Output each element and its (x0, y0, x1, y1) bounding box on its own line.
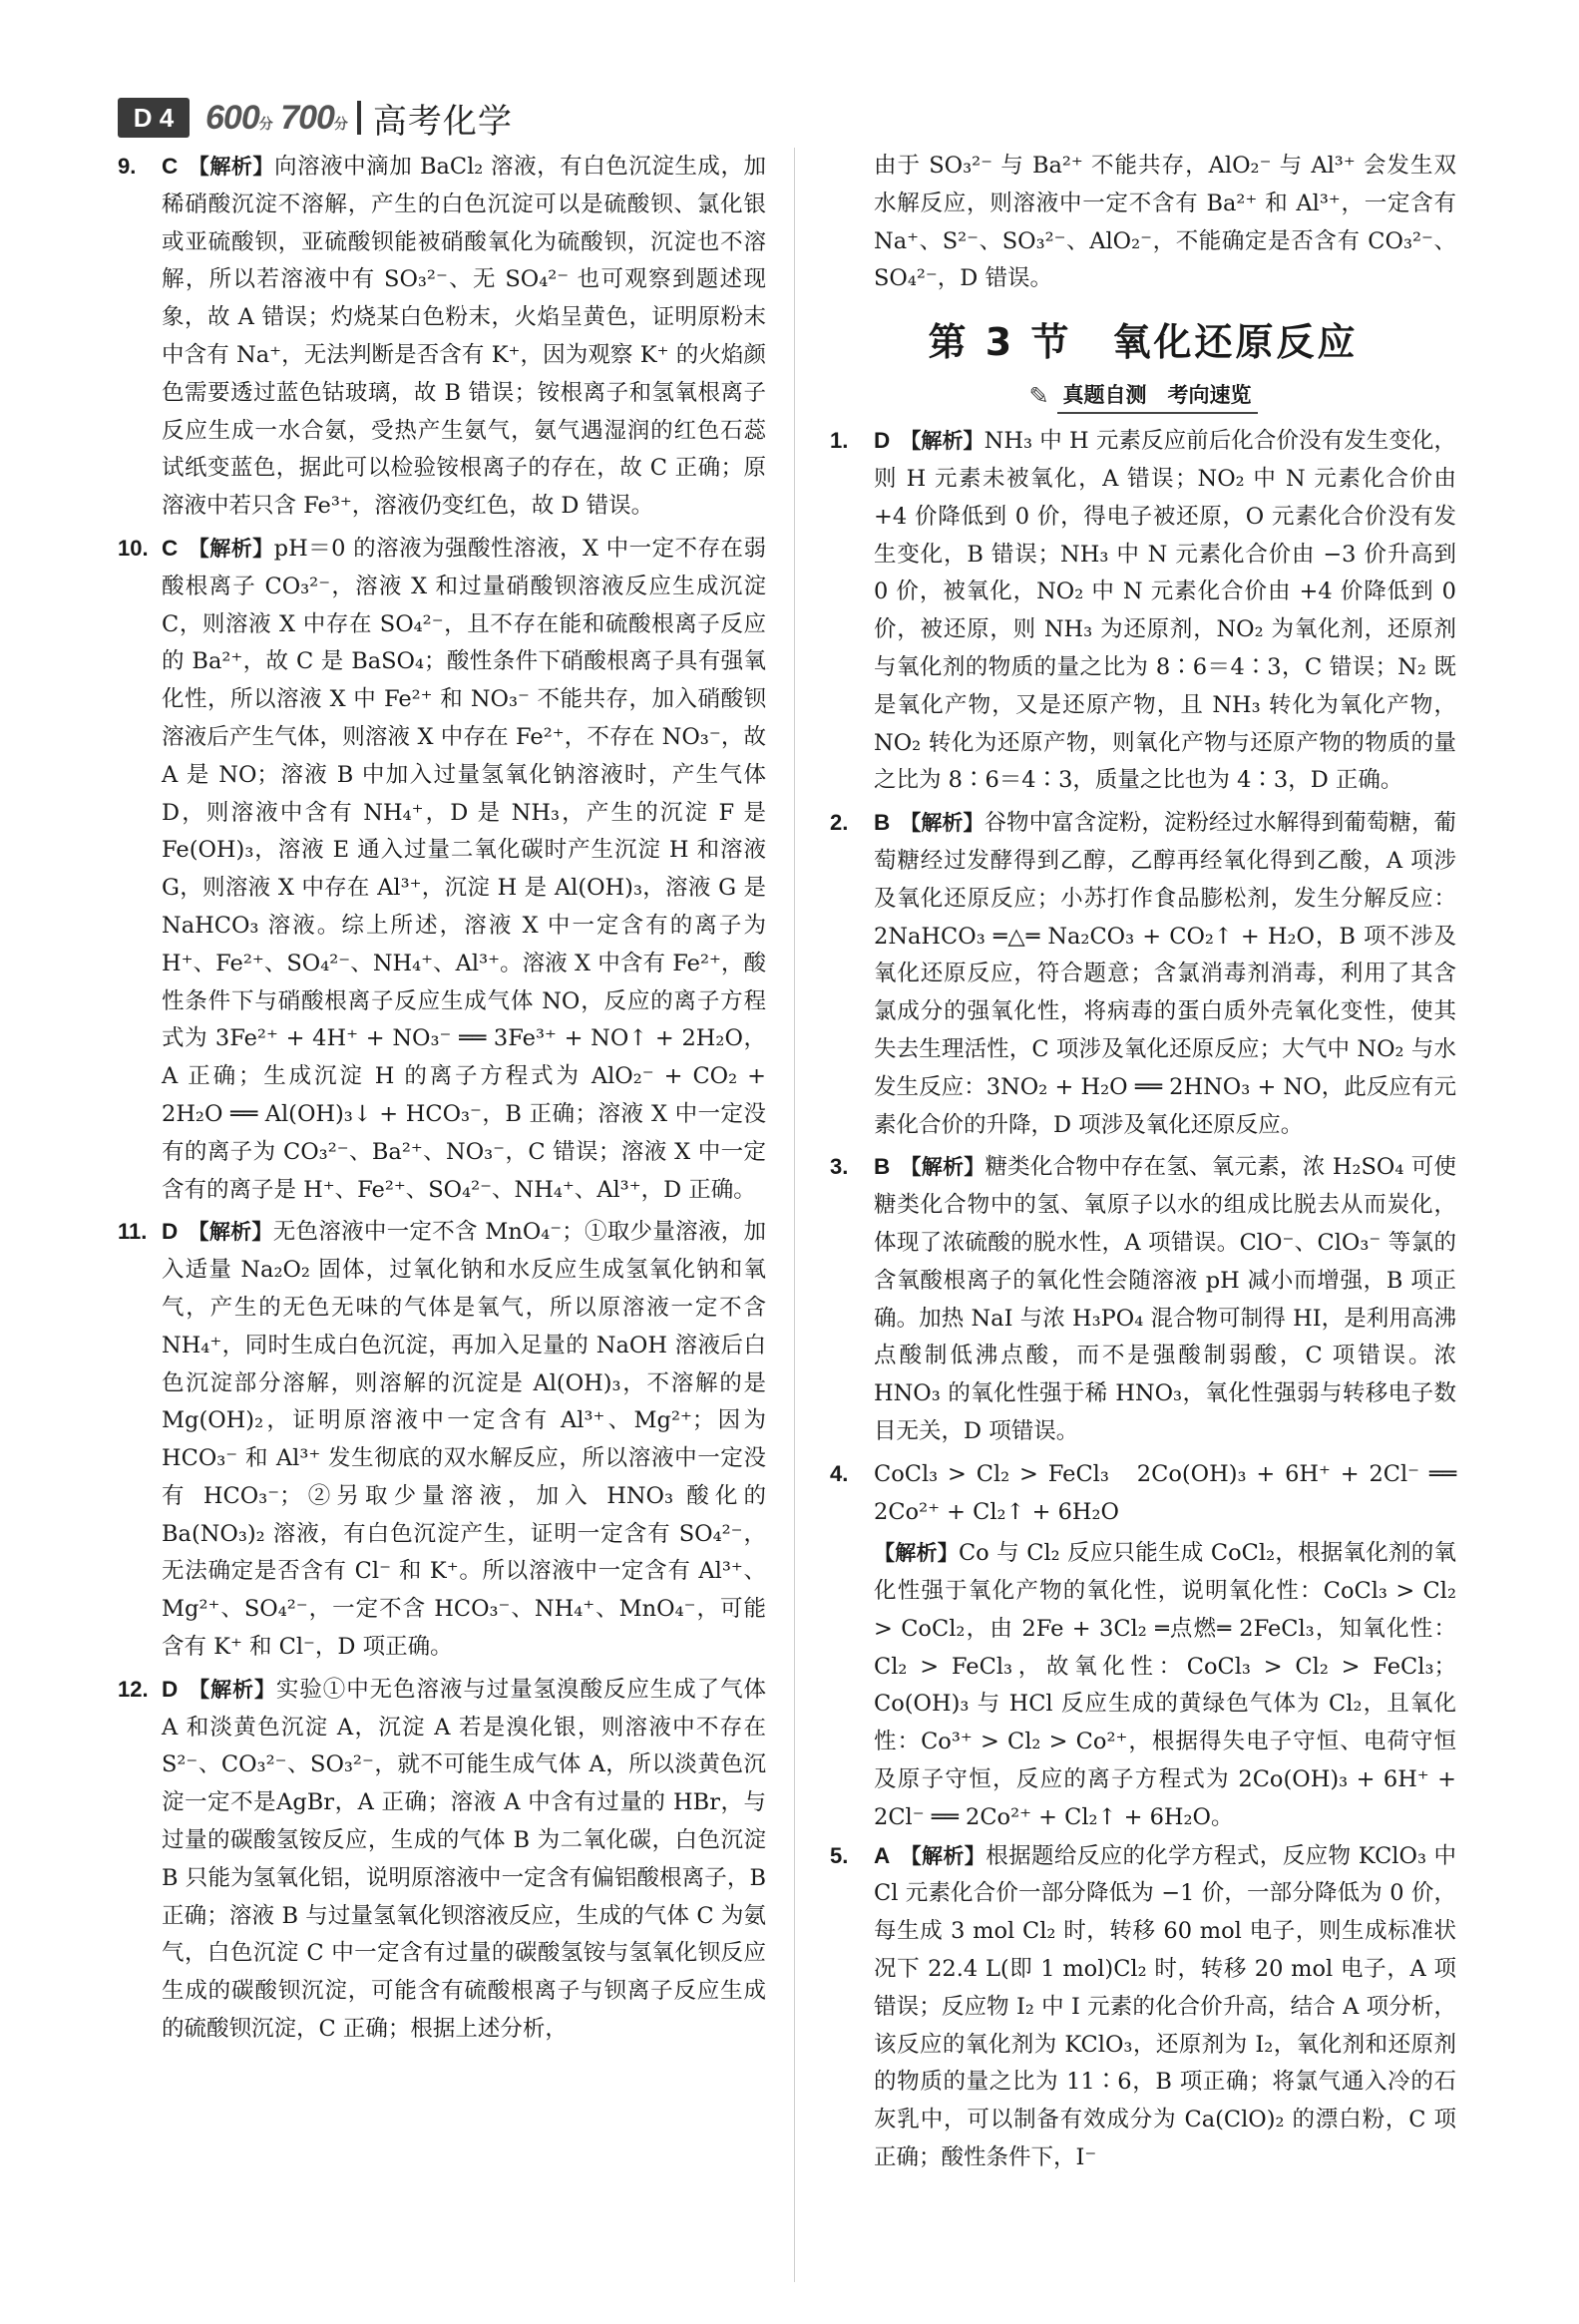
section-title: 第 3 节 氧化还原反应 (928, 320, 1359, 365)
header-divider (357, 101, 361, 135)
column-divider (794, 148, 795, 2282)
analysis-tag: 【解析】 (900, 1843, 987, 1868)
analysis-block (830, 1535, 1456, 1836)
question-number: 10. (118, 535, 149, 561)
answer-letter: C (162, 154, 179, 179)
analysis-tag: 【解析】 (874, 1541, 959, 1566)
analysis-text: 谷物中富含淀粉，淀粉经过水解得到葡萄糖，葡萄糖经过发酵得到乙醇，乙醇再经氧化得到乙酸，A 项涉及氧化还原反应；小苏打作食品膨松剂，发生分解反应：2NaHCO₃ ═△═ Na₂CO₃ + CO₂↑ + H₂O，B 项不涉及氧化还原反应，符合题意；含氯消毒剂消毒，利用了其含氯成分的强氧化性，将病毒的蛋白质外壳氧化变性，使其失去生理活性，C 项涉及氧化还原反应；大气中 NO₂ 与水发生反应：3NO₂ + H₂O ══ 2HNO₃ + NO，此反应有元素化合价的升降，D 项涉及氧化还原反应。 (874, 810, 1456, 1138)
answer-item (830, 422, 1456, 800)
answer-item (118, 1213, 766, 1667)
subject-title: 高考化学 (372, 101, 513, 142)
answer-item (118, 148, 766, 526)
question-number: 4. (830, 1460, 849, 1486)
answer-item (830, 1148, 1456, 1450)
answer-letter: D (162, 1219, 179, 1245)
analysis-text: 无色溶液中一定不含 MnO₄⁻；①取少量溶液，加入适量 Na₂O₂ 固体，过氧化钠和水反应生成氢氧化钠和氧气，产生的无色无味的气体是氧气，所以原溶液一定不含 NH₄⁺，同时生成白色沉淀，再加入足量的 NaOH 溶液后白色沉淀部分溶解，则溶解的沉淀是 Al(OH)₃，不溶解的是 Mg(OH)₂，证明原溶液中一定含有 Al³⁺、Mg²⁺；因为 HCO₃⁻ 和 Al³⁺ 发生彻底的双水解反应，所以溶液中一定没有 HCO₃⁻；②另取少量溶液，加入 HNO₃ 酸化的 Ba(NO₃)₂ 溶液，有白色沉淀产生，证明一定含有 SO₄²⁻，无法确定是否含有 Cl⁻ 和 K⁺。所以溶液中一定含有 Al³⁺、Mg²⁺、SO₄²⁻，一定不含 HCO₃⁻、NH₄⁺、MnO₄⁻，可能含有 K⁺ 和 Cl⁻，D 项正确。 (162, 1219, 767, 1661)
analysis-text: NH₃ 中 H 元素反应前后化合价没有发生变化，则 H 元素未被氧化，A 错误；NO₂ 中 N 元素化合价由 +4 价降低到 0 价，得电子被还原，O 元素化合价没有发生变化，B 错误；NH₃ 中 N 元素化合价由 −3 价升高到 0 价，被氧化，NO₂ 中 N 元素化合价由 +4 价降低到 0 价，被还原，则 NH₃ 为还原剂，NO₂ 为氧化剂，还原剂与氧化剂的物质的量之比为 8∶6＝4∶3，C 错误；N₂ 既是氧化产物，又是还原产物，且 NH₃ 转化为氧化产物，NO₂ 转化为还原产物，则氧化产物与还原产物的物质的量之比为 8∶6＝4∶3，质量之比也为 4∶3，D 正确。 (874, 428, 1456, 794)
answer-item (830, 1455, 1456, 1532)
answer-letter: D (874, 428, 891, 454)
analysis-tag: 【解析】 (900, 1155, 986, 1180)
question-number: 5. (830, 1842, 849, 1868)
continued-text: 由于 SO₃²⁻ 与 Ba²⁺ 不能共存，AlO₂⁻ 与 Al³⁺ 会发生双水解反应，则溶液中一定不含有 Ba²⁺ 和 Al³⁺，一定含有 Na⁺、S²⁻、SO₃²⁻、AlO₂⁻，不能确定是否含有 CO₃²⁻、SO₄²⁻，D 错误。 (874, 153, 1456, 292)
answer-item (118, 1671, 766, 2049)
question-number: 12. (118, 1676, 149, 1702)
analysis-text: 向溶液中滴加 BaCl₂ 溶液，有白色沉淀生成，加稀硝酸沉淀不溶解，产生的白色沉淀可以是硫酸钡、氯化银或亚硫酸钡，亚硫酸钡能被硝酸氧化为硫酸钡，沉淀也不溶解，所以若溶液中有 SO₃²⁻、无 SO₄²⁻ 也可观察到题述现象，故 A 错误；灼烧某白色粉末，火焰呈黄色，证明原粉末中含有 Na⁺，无法判断是否含有 K⁺，因为观察 K⁺ 的火焰颜色需要透过蓝色钴玻璃，故 B 错误；铵根离子和氢氧根离子反应生成一水合氨，受热产生氨气，氨气遇湿润的红色石蕊试纸变蓝色，据此可以检验铵根离子的存在，故 C 正确；原溶液中若只含 Fe³⁺，溶液仍变红色，故 D 错误。 (162, 154, 767, 520)
analysis-tag: 【解析】 (188, 1677, 276, 1702)
analysis-tag: 【解析】 (188, 155, 274, 179)
analysis-tag: 【解析】 (188, 536, 274, 561)
analysis-text: 根据题给反应的化学方程式，反应物 KClO₃ 中 Cl 元素化合价一部分降低为 −1 价，一部分降低为 0 价，每生成 3 mol Cl₂ 时，转移 60 mol 电子，则生成标准状况下 22.4 L(即 1 mol)Cl₂ 时，转移 20 mol 电子，A 项错误；反应物 I₂ 中 I 元素的化合价升高，结合 A 项分析，该反应的氧化剂为 KClO₃，还原剂为 I₂，氧化剂和还原剂的物质的量之比为 11∶6，B 项正确；将氯气通入冷的石灰乳中，可以制备有效成分为 Ca(ClO)₂ 的漂白粉，C 项正确；酸性条件下，I⁻ (874, 1842, 1457, 2171)
answer-text: CoCl₃ > Cl₂ > FeCl₃ 2Co(OH)₃ + 6H⁺ + 2Cl⁻ ══ 2Co²⁺ + Cl₂↑ + 6H₂O (874, 1460, 1456, 1525)
answer-letter: A (874, 1842, 891, 1868)
answer-item (830, 804, 1456, 1144)
answer-letter: B (874, 1154, 891, 1180)
analysis-tag: 【解析】 (900, 811, 985, 836)
answer-item (118, 530, 766, 1209)
analysis-text: 糖类化合物中存在氢、氧元素，浓 H₂SO₄ 可使糖类化合物中的氢、氧原子以水的组成比脱去从而炭化，体现了浓硫酸的脱水性，A 项错误。ClO⁻、ClO₃⁻ 等氯的含氧酸根离子的氧化性会随溶液 pH 减小而增强，B 项正确。加热 NaI 与浓 H₃PO₄ 混合物可制得 HI，是利用高沸点酸制低沸点酸，而不是强酸制弱酸，C 项错误。浓 HNO₃ 的氧化性强于稀 HNO₃，氧化性强弱与转移电子数目无关，D 项错误。 (874, 1154, 1457, 1444)
answer-item (830, 1837, 1456, 2177)
question-number: 2. (830, 810, 849, 836)
analysis-tag: 【解析】 (188, 1220, 273, 1245)
pen-icon: ✎ (1028, 382, 1049, 411)
question-number: 1. (830, 428, 849, 454)
analysis-text: Co 与 Cl₂ 反应只能生成 CoCl₂，根据氧化剂的氧化性强于氧化产物的氧化性，说明氧化性：CoCl₃ > Cl₂ > CoCl₂，由 2Fe + 3Cl₂ ═点燃═ 2FeCl₃，知氧化性：Cl₂ > FeCl₃，故氧化性：CoCl₃ > Cl₂ > FeCl₃；Co(OH)₃ 与 HCl 反应生成的黄绿色气体为 Cl₂，且氧化性：Co³⁺ > Cl₂ > Co²⁺，根据得失电子守恒、电荷守恒及原子守恒，反应的离子方程式为 2Co(OH)₃ + 6H⁺ + 2Cl⁻ ══ 2Co²⁺ + Cl₂↑ + 6H₂O。 (874, 1540, 1457, 1830)
answer-letter: C (162, 535, 179, 561)
section-subheading: ✎ 真题自测 考向速览 (830, 378, 1456, 414)
left-column (118, 148, 766, 2053)
page-number-badge: D 4 (118, 98, 190, 138)
question-number: 3. (830, 1154, 849, 1180)
right-column (830, 148, 1456, 2181)
analysis-text: 实验①中无色溶液与过量氢溴酸反应生成了气体 A 和淡黄色沉淀 A，沉淀 A 若是溴化银，则溶液中不存在 S²⁻、CO₃²⁻、SO₃²⁻，就不可能生成气体 A，所以淡黄色沉淀一定不是AgBr，A 正确；溶液 A 中含有过量的 HBr，与过量的碳酸氢铵反应，生成的气体 B 为二氧化碳，白色沉淀 B 只能为氢氧化铝，说明原溶液中一定含有偏铝酸根离子，B 正确；溶液 B 与过量氢氧化钡溶液反应，生成的气体 C 为氨气，白色沉淀 C 中一定含有过量的碳酸氢铵与氢氧化钡反应生成的碳酸钡沉淀，可能含有硫酸根离子与钡离子反应生成的硫酸钡沉淀，C 正确；根据上述分析， (162, 1676, 766, 2043)
question-number: 11. (118, 1219, 148, 1245)
brand-logo: 600分 700分 (205, 98, 347, 137)
analysis-tag: 【解析】 (900, 429, 985, 454)
answer-letter: B (874, 810, 891, 836)
question-number: 9. (118, 154, 137, 179)
page-header (118, 92, 513, 144)
analysis-text: pH＝0 的溶液为强酸性溶液，X 中一定不存在弱酸根离子 CO₃²⁻，溶液 X 和过量硝酸钡溶液反应生成沉淀 C，则溶液 X 中存在 SO₄²⁻，且不存在能和硫酸根离子反应的 Ba²⁺，故 C 是 BaSO₄；酸性条件下硝酸根离子具有强氧化性，所以溶液 X 中 Fe²⁺ 和 NO₃⁻ 不能共存，加入硝酸钡溶液后产生气体，则溶液 X 中存在 Fe²⁺，不存在 NO₃⁻，故 A 是 NO；溶液 B 中加入过量氢氧化钠溶液时，产生气体 D，则溶液中含有 NH₄⁺，D 是 NH₃，产生的沉淀 F 是 Fe(OH)₃，溶液 E 通入过量二氧化碳时产生沉淀 H 和溶液 G，则溶液 X 中存在 Al³⁺，沉淀 H 是 Al(OH)₃，溶液 G 是 NaHCO₃ 溶液。综上所述，溶液 X 中一定含有的离子为 H⁺、Fe²⁺、SO₄²⁻、NH₄⁺、Al³⁺。溶液 X 中含有 Fe²⁺，酸性条件下与硝酸根离子反应生成气体 NO，反应的离子方程式为 3Fe²⁺ + 4H⁺ + NO₃⁻ ══ 3Fe³⁺ + NO↑ + 2H₂O，A 正确；生成沉淀 H 的离子方程式为 AlO₂⁻ + CO₂ + 2H₂O ══ Al(OH)₃↓ + HCO₃⁻，B 正确；溶液 X 中一定没有的离子为 CO₃²⁻、Ba²⁺、NO₃⁻，C 错误；溶液 X 中一定含有的离子是 H⁺、Fe²⁺、SO₄²⁻、NH₄⁺、Al³⁺，D 正确。 (162, 535, 766, 1203)
answer-letter: D (162, 1676, 179, 1702)
